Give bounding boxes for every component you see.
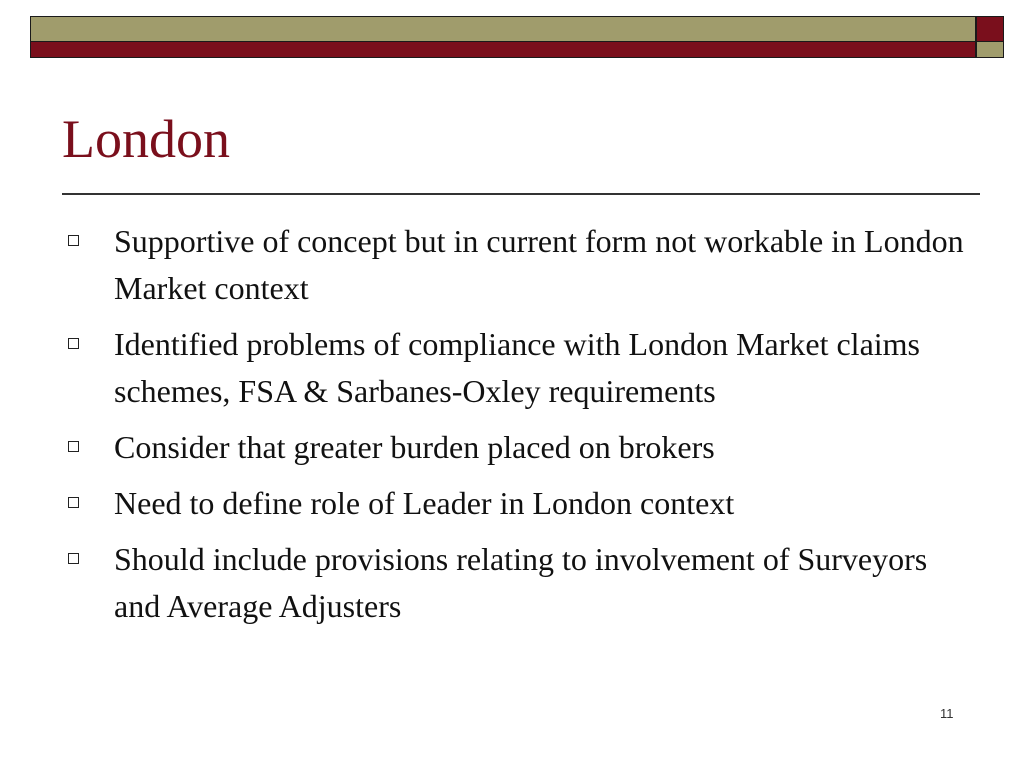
list-item (68, 480, 968, 527)
title-divider (62, 193, 980, 195)
header-band-olive (30, 16, 976, 42)
list-item (68, 424, 968, 471)
hollow-square-bullet-icon (68, 553, 79, 564)
hollow-square-bullet-icon (68, 338, 79, 349)
slide-number: 11 (940, 706, 954, 721)
bullet-text: Identified problems of compliance with London Market claims schemes, FSA & Sarbanes-Oxley requirements (114, 326, 920, 409)
hollow-square-bullet-icon (68, 497, 79, 508)
list-item (68, 536, 968, 630)
list-item (68, 218, 968, 312)
header-square-maroon (976, 16, 1004, 42)
hollow-square-bullet-icon (68, 441, 79, 452)
bullet-text: Supportive of concept but in current form not workable in London Market context (114, 223, 964, 306)
bullet-text: Need to define role of Leader in London context (114, 485, 735, 521)
bullet-text: Consider that greater burden placed on brokers (114, 429, 715, 465)
hollow-square-bullet-icon (68, 235, 79, 246)
bullet-text: Should include provisions relating to involvement of Surveyors and Average Adjusters (114, 541, 928, 624)
list-item (68, 321, 968, 415)
bullet-list (68, 218, 968, 639)
header-square-olive (976, 41, 1004, 58)
header-band-maroon (30, 41, 976, 58)
slide-title: London (62, 109, 230, 169)
